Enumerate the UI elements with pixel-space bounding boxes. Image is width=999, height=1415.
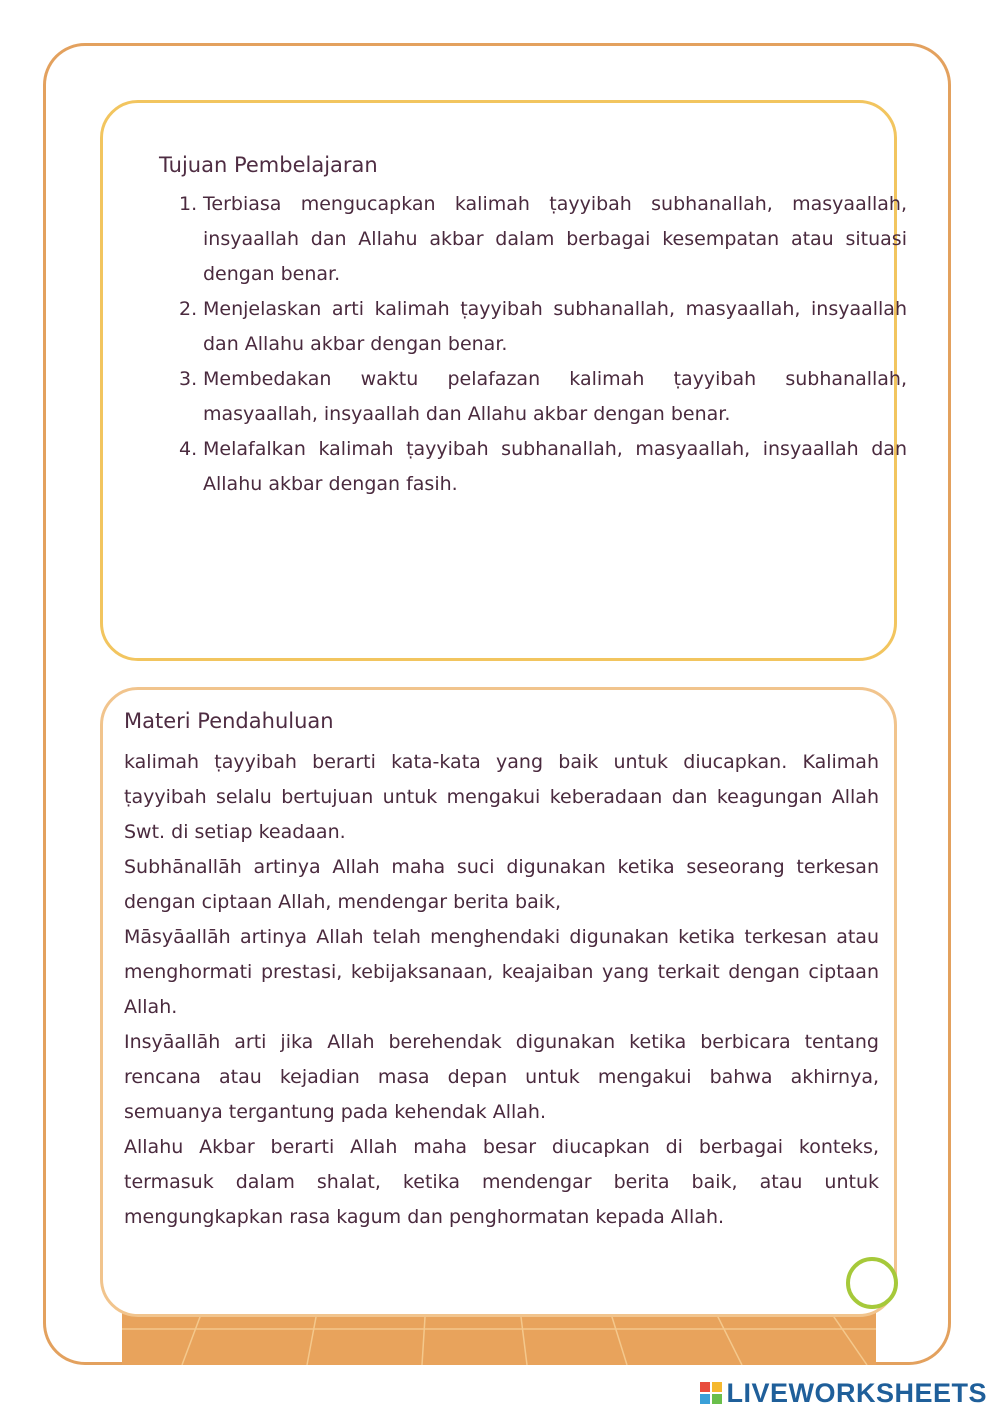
decorative-ring-icon [846, 1257, 898, 1309]
learning-objectives-card [100, 100, 907, 661]
material-body [124, 745, 879, 1235]
material-title: Materi Pendahuluan [124, 709, 334, 733]
objective-item: Melafalkan kalimah ṭayyibah subhanallah, masyaallah, insyaallah dan Allahu akbar dengan fasih. [203, 438, 907, 495]
material-paragraph: Māsyāallāh artinya Allah telah menghendaki digunakan ketika terkesan atau menghormati prestasi, kebijaksanaan, keajaiban yang terkait dengan ciptaan Allah. [124, 926, 879, 1018]
objectives-title: Tujuan Pembelajaran [159, 153, 378, 177]
objectives-list [159, 187, 907, 502]
liveworksheets-wordmark: LIVEWORKSHEETS [726, 1377, 987, 1408]
material-paragraph: Subhānallāh artinya Allah maha suci digunakan ketika seseorang terkesan dengan ciptaan Allah, mendengar berita baik, [124, 856, 879, 913]
material-paragraph: Insyāallāh arti jika Allah berehendak digunakan ketika berbicara tentang rencana atau kejadian masa depan untuk mengakui bahwa akhirnya, semuanya tergantung pada kehendak Allah. [124, 1031, 879, 1123]
material-paragraph: Allahu Akbar berarti Allah maha besar diucapkan di berbagai konteks, termasuk dalam shalat, ketika mendengar berita baik, atau untuk mengungkapkan rasa kagum dan penghormatan kepada Allah. [124, 1136, 879, 1228]
material-paragraph: kalimah ṭayyibah berarti kata-kata yang baik untuk diucapkan. Kalimah ṭayyibah selalu bertujuan untuk mengakui keberadaan dan keagungan Allah Swt. di setiap keadaan. [124, 751, 879, 843]
objective-item: Membedakan waktu pelafazan kalimah ṭayyibah subhanallah, masyaallah, insyaallah dan Allahu akbar dengan benar. [203, 368, 907, 425]
liveworksheets-logo-icon [700, 1382, 722, 1404]
objective-item: Terbiasa mengucapkan kalimah ṭayyibah subhanallah, masyaallah, insyaallah dan Allahu akbar dalam berbagai kesempatan atau situasi dengan benar. [203, 193, 907, 285]
liveworksheets-branding [700, 1377, 987, 1409]
introductory-material-card [100, 687, 897, 1317]
objective-item: Menjelaskan arti kalimah ṭayyibah subhanallah, masyaallah, insyaallah dan Allahu akbar dengan benar. [203, 298, 907, 355]
